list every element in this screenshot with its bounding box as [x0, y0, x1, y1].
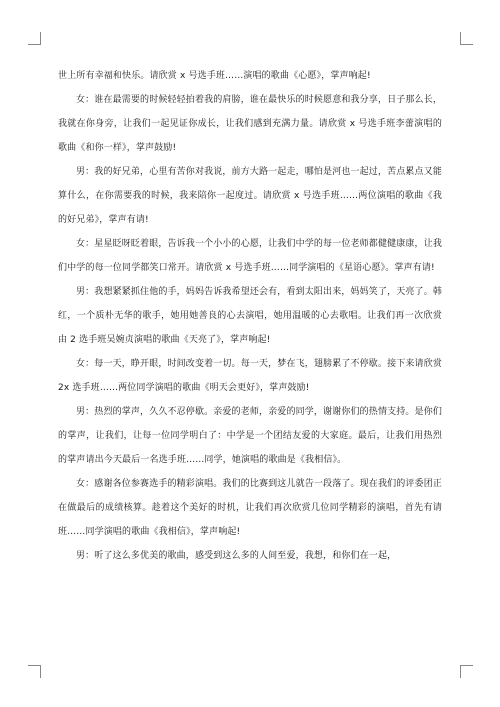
paragraph-9: 男：听了这么多优美的歌曲，感受到这么多的人间至爱，我想，和你们在一起， [76, 551, 397, 561]
paragraph-4: 女：星星眨呀眨着眼，告诉我一个小小的心愿，让我们中学的每一位老师都健健康康，让我们中学的每一位同学都笑口常开。请欣赏 x 号选手班……同学演唱的《星语心愿》。掌声有请! [58, 239, 443, 273]
paragraph-6: 女：每一天，睁开眼，时间改变着一切。每一天，梦在飞，翅膀累了不停歇。接下来请欣赏 2x 选手班……两位同学演唱的歌曲《明天会更好》，掌声鼓励! [58, 359, 443, 393]
paragraph-7: 男：热烈的掌声，久久不忍停歇。亲爱的老师，亲爱的同学，谢谢你们的热情支持。是你们的掌声，让我们，让每一位同学明白了：中学是一个团结友爱的大家庭。最后，让我们用热烈的掌声请出今天最后一名选手班……同学，她演唱的歌曲是《我相信》。 [58, 407, 443, 465]
crop-mark-bottom-right [460, 665, 473, 678]
crop-mark-top-left [28, 32, 41, 45]
document-body [58, 64, 442, 568]
crop-mark-bottom-left [28, 665, 41, 678]
paragraph-3: 男：我的好兄弟，心里有苦你对我说，前方大路一起走，哪怕是河也一起过，苦点累点又能算什么，在你需要我的时候，我来陪你一起度过。请欣赏 x 号选手班……两位演唱的歌曲《我的好兄弟》，掌声有请! [58, 167, 443, 225]
paragraph-1: 世上所有幸福和快乐。请欣赏 x 号选手班……演唱的歌曲《心愿》，掌声响起! [58, 71, 371, 81]
paragraph-5: 男：我想紧紧抓住他的手，妈妈告诉我希望还会有，看到太阳出来，妈妈笑了，天亮了。韩红，一个质朴无华的歌手，她用她善良的心去演唱，她用温暖的心去歌唱。让我们再一次欣赏由 2 选手班吴婉贞演唱的歌曲《天亮了》，掌声响起! [58, 287, 443, 345]
paragraph-2: 女：谁在最需要的时候轻轻拍着我的肩膀，谁在最快乐的时候愿意和我分享，日子那么长，我就在你身旁，让我们一起见证你成长，让我们感到充满力量。请欣赏 x 号选手班李蕾演唱的歌曲《和你一样》，掌声鼓励! [58, 95, 443, 153]
paragraph-8: 女：感谢各位参赛选手的精彩演唱。我们的比赛到这儿就告一段落了。现在我们的评委团正在做最后的成绩核算。趁着这个美好的时机，让我们再次欣赏几位同学精彩的演唱，首先有请班……同学演唱的歌曲《我相信》，掌声响起! [58, 479, 443, 537]
crop-mark-top-right [460, 32, 473, 45]
